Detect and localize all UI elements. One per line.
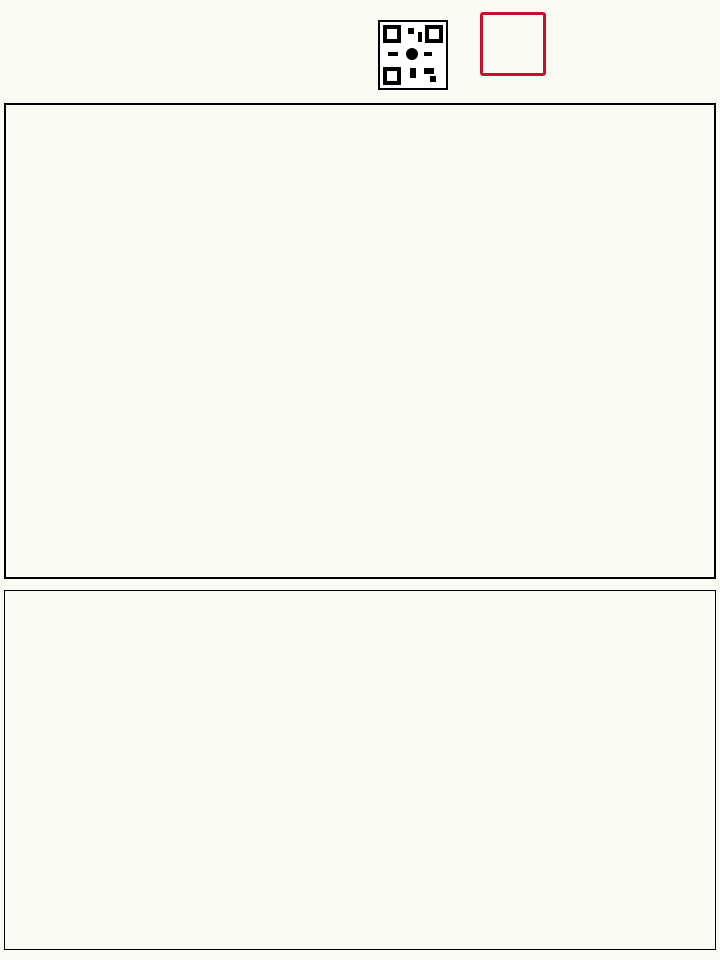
owner-info xyxy=(12,8,18,25)
gender-line xyxy=(12,8,18,25)
qr-code-icon xyxy=(378,20,448,90)
pillar-grid xyxy=(4,103,716,579)
annual-list xyxy=(4,590,716,950)
logo-seal xyxy=(480,12,546,76)
